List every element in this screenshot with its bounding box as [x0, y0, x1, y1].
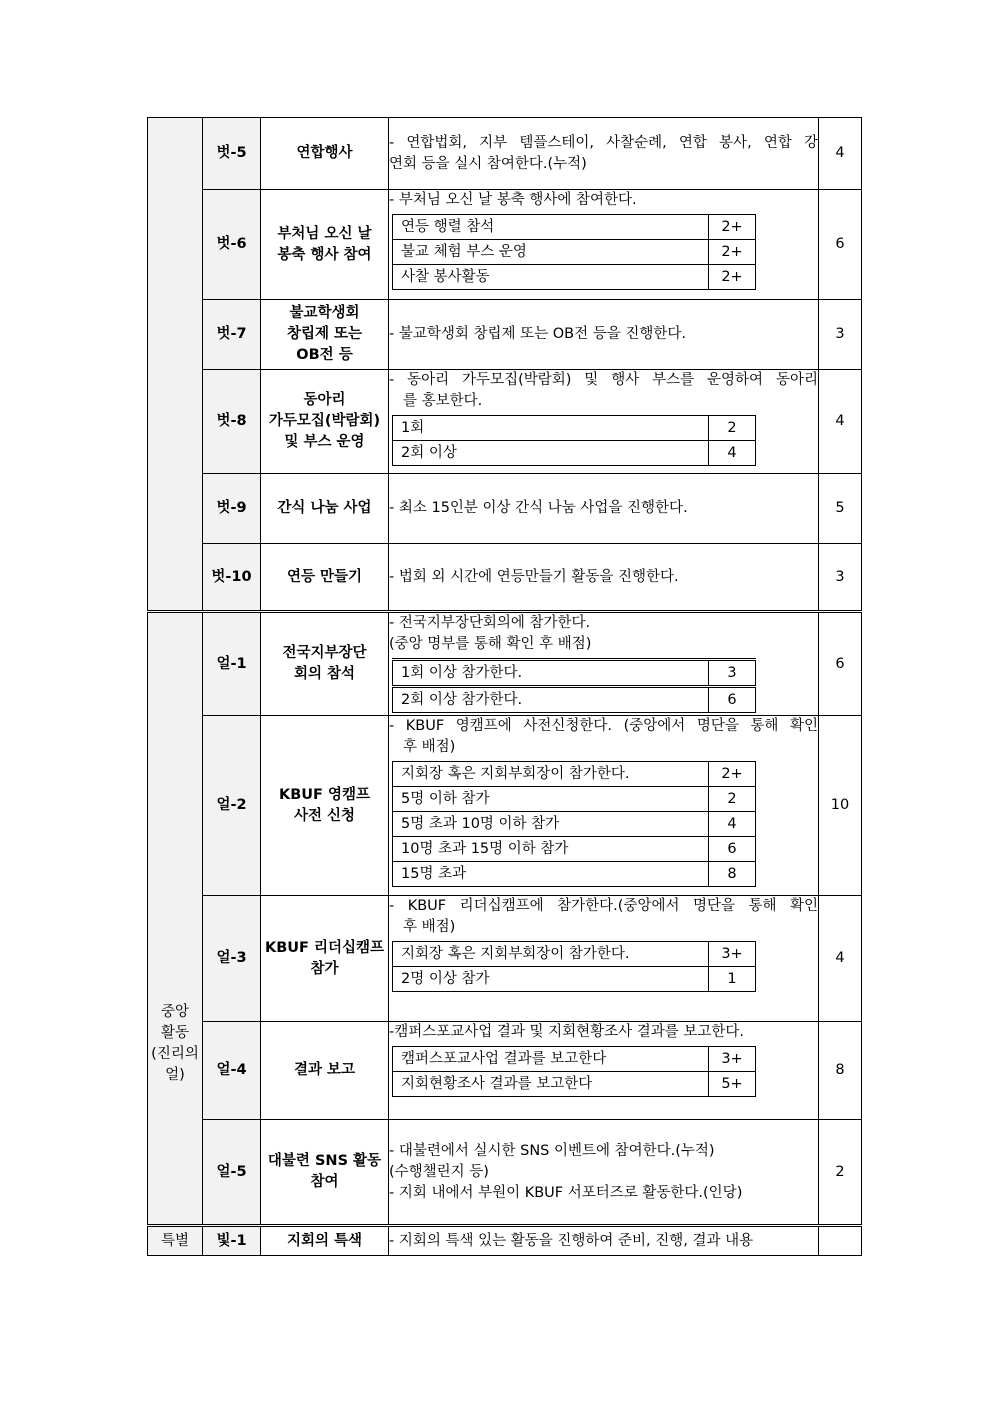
sub-score-value: 6 [709, 687, 756, 713]
description-line: (수행챌린지 등) [389, 1163, 489, 1180]
sub-score-row [393, 687, 756, 713]
item-name [261, 1226, 389, 1256]
table-row [148, 300, 862, 370]
item-name [261, 716, 389, 896]
item-code: 벗-6 [203, 190, 261, 300]
sub-score-label: 10명 초과 15명 이하 참가 [393, 837, 709, 862]
item-points: 3 [819, 300, 862, 370]
sub-score-value: 2+ [709, 240, 756, 265]
item-code: 벗-10 [203, 544, 261, 612]
description-line: - 부처님 오신 날 봉축 행사에 참여한다. [389, 192, 637, 208]
category-cell-central [148, 612, 203, 1226]
category-label-line: (진리의 [151, 1045, 199, 1062]
description-line: - 최소 15인분 이상 간식 나눔 사업을 진행한다. [389, 500, 688, 516]
sub-score-label: 5명 이하 참가 [393, 787, 709, 812]
description-line: 후 배점) [403, 739, 456, 755]
item-points: 5 [819, 474, 862, 544]
sub-score-table [392, 658, 756, 713]
item-name-line: 동아리 [303, 392, 346, 408]
sub-score-row [393, 215, 756, 240]
item-code: 벗-5 [203, 118, 261, 190]
sub-score-row [393, 441, 756, 466]
sub-score-value: 8 [709, 862, 756, 887]
sub-score-label: 캠퍼스포교사업 결과를 보고한다 [393, 1047, 709, 1072]
sub-score-label: 15명 초과 [393, 862, 709, 887]
item-points: 6 [819, 190, 862, 300]
item-name-line: 간식 나눔 사업 [277, 500, 372, 516]
item-name-line: KBUF 리더십캠프 [264, 939, 385, 956]
item-code: 빛-1 [203, 1226, 261, 1256]
sub-score-label: 불교 체험 부스 운영 [393, 240, 709, 265]
sub-score-row [393, 967, 756, 992]
category-label-line: 얼) [165, 1066, 185, 1083]
item-points: 3 [819, 544, 862, 612]
item-name-line: 연합행사 [296, 145, 353, 161]
item-points: 10 [819, 716, 862, 896]
item-code: 벗-7 [203, 300, 261, 370]
item-description [389, 300, 819, 370]
item-name [261, 190, 389, 300]
item-name-line: OB전 등 [296, 347, 353, 363]
description-line: - 법회 외 시간에 연등만들기 활동을 진행한다. [389, 568, 679, 585]
category-cell-special: 특별 [148, 1226, 203, 1256]
item-name [261, 474, 389, 544]
item-code: 벗-9 [203, 474, 261, 544]
table-row [148, 1226, 862, 1256]
item-points: 6 [819, 612, 862, 716]
sub-score-label: 1회 이상 참가한다. [393, 660, 709, 687]
sub-score-row [393, 862, 756, 887]
item-points [819, 1226, 862, 1256]
item-points: 8 [819, 1022, 862, 1120]
sub-score-value: 3+ [709, 1047, 756, 1072]
item-code: 벗-8 [203, 370, 261, 474]
category-label-line: 활동 [160, 1024, 189, 1041]
table-row [148, 1022, 862, 1120]
sub-score-value: 1 [709, 967, 756, 992]
item-name-line: 참여 [310, 1174, 339, 1190]
item-name [261, 1022, 389, 1120]
description-line: - 연합법회, 지부 템플스테이, 사찰순례, 연합 봉사, 연합 강 [389, 134, 818, 151]
sub-score-row [393, 942, 756, 967]
item-name-line: 지회의 특색 [286, 1232, 363, 1249]
item-points: 4 [819, 118, 862, 190]
table-row [148, 716, 862, 896]
item-name-line: 창립제 또는 [286, 326, 363, 342]
description-line: 후 배점) [403, 919, 456, 935]
table-row [148, 118, 862, 190]
sub-score-value: 6 [709, 837, 756, 862]
item-name [261, 300, 389, 370]
sub-score-row [393, 762, 756, 787]
item-name [261, 118, 389, 190]
item-description [389, 1226, 819, 1256]
description-line: - 지회의 특색 있는 활동을 진행하여 준비, 진행, 결과 내용 [389, 1232, 754, 1249]
sub-score-table [392, 761, 756, 887]
description-line: - KBUF 영캠프에 사전신청한다. (중앙에서 명단을 통해 확인 [389, 718, 818, 734]
category-label-line: 중앙 [160, 1003, 189, 1020]
description-line: - 동아리 가두모집(박람회) 및 행사 부스를 운영하여 동아리 [389, 372, 818, 388]
description-line: - 전국지부장단회의에 참가한다. [389, 615, 591, 631]
item-description [389, 1120, 819, 1226]
item-name-line: 및 부스 운영 [284, 434, 365, 450]
item-name-line: 참가 [310, 960, 339, 977]
sub-score-label: 5명 초과 10명 이하 참가 [393, 812, 709, 837]
item-code: 얼-3 [203, 896, 261, 1022]
item-code: 얼-4 [203, 1022, 261, 1120]
sub-score-row [393, 1072, 756, 1097]
sub-score-table [392, 1046, 756, 1097]
table-row [148, 544, 862, 612]
sub-score-row [393, 416, 756, 441]
description-line: - 지회 내에서 부원이 KBUF 서포터즈로 활동한다.(인당) [389, 1184, 743, 1201]
item-name-line: 봉축 행사 참여 [277, 246, 372, 263]
item-name [261, 896, 389, 1022]
sub-score-value: 3+ [709, 942, 756, 967]
item-name-line: 결과 보고 [293, 1062, 356, 1078]
item-name [261, 370, 389, 474]
sub-score-row [393, 837, 756, 862]
item-description [389, 1022, 819, 1120]
sub-score-label: 지회장 혹은 지회부회장이 참가한다. [393, 942, 709, 967]
sub-score-label: 2회 이상 참가한다. [393, 687, 709, 713]
sub-score-value: 2 [709, 787, 756, 812]
scoring-table [147, 117, 862, 1256]
item-description [389, 474, 819, 544]
sub-score-value: 2+ [709, 215, 756, 240]
item-name-line: 가두모집(박람회) [268, 413, 381, 429]
description-line: 를 홍보한다. [403, 393, 483, 409]
sub-score-value: 2+ [709, 265, 756, 290]
item-points: 4 [819, 896, 862, 1022]
sub-score-table [392, 415, 756, 466]
sub-score-table [392, 941, 756, 992]
item-name-line: 전국지부장단 [282, 645, 367, 661]
sub-score-row [393, 1047, 756, 1072]
table-row [148, 190, 862, 300]
item-description [389, 118, 819, 190]
description-line: - KBUF 리더십캠프에 참가한다.(중앙에서 명단을 통해 확인 [389, 898, 818, 914]
item-description [389, 716, 819, 896]
sub-score-value: 4 [709, 441, 756, 466]
sub-score-label: 지회장 혹은 지회부회장이 참가한다. [393, 762, 709, 787]
item-points: 2 [819, 1120, 862, 1226]
sub-score-value: 2 [709, 416, 756, 441]
sub-score-row [393, 240, 756, 265]
sub-score-label: 연등 행렬 참석 [393, 215, 709, 240]
item-name [261, 1120, 389, 1226]
item-name-line: 대불련 SNS 활동 [267, 1153, 382, 1169]
item-code: 얼-2 [203, 716, 261, 896]
item-description [389, 612, 819, 716]
item-description [389, 190, 819, 300]
sub-score-label: 사찰 봉사활동 [393, 265, 709, 290]
sub-score-row [393, 812, 756, 837]
sub-score-label: 2회 이상 [393, 441, 709, 466]
item-description [389, 544, 819, 612]
sub-score-row [393, 265, 756, 290]
item-code: 얼-1 [203, 612, 261, 716]
sub-score-label: 지회현황조사 결과를 보고한다 [393, 1072, 709, 1097]
item-description [389, 370, 819, 474]
sub-score-value: 2+ [709, 762, 756, 787]
item-name [261, 612, 389, 716]
description-line: - 대불련에서 실시한 SNS 이벤트에 참여한다.(누적) [389, 1142, 715, 1159]
sub-score-value: 3 [709, 660, 756, 687]
table-row [148, 370, 862, 474]
table-row [148, 896, 862, 1022]
sub-score-value: 5+ [709, 1072, 756, 1097]
sub-score-row [393, 660, 756, 687]
item-description [389, 896, 819, 1022]
description-line: (중앙 명부를 통해 확인 후 배점) [389, 636, 592, 652]
item-code: 얼-5 [203, 1120, 261, 1226]
item-name-line: KBUF 영캠프 [278, 786, 371, 803]
item-name-line: 회의 참석 [293, 666, 356, 682]
item-points: 4 [819, 370, 862, 474]
description-line: -캠퍼스포교사업 결과 및 지회현황조사 결과를 보고한다. [389, 1024, 745, 1040]
sub-score-label: 1회 [393, 416, 709, 441]
item-name-line: 부처님 오신 날 [277, 225, 372, 242]
table-row [148, 612, 862, 716]
sub-score-table [392, 214, 756, 290]
item-name-line: 연등 만들기 [286, 568, 363, 585]
description-line: 연회 등을 실시 참여한다.(누적) [389, 155, 587, 172]
item-name [261, 544, 389, 612]
table-row [148, 474, 862, 544]
item-name-line: 불교학생회 [289, 305, 360, 321]
item-name-line: 사전 신청 [293, 807, 356, 824]
category-cell [148, 118, 203, 612]
sub-score-row [393, 787, 756, 812]
table-row [148, 1120, 862, 1226]
description-line: - 불교학생회 창립제 또는 OB전 등을 진행한다. [389, 326, 686, 342]
sub-score-label: 2명 이상 참가 [393, 967, 709, 992]
sub-score-value: 4 [709, 812, 756, 837]
